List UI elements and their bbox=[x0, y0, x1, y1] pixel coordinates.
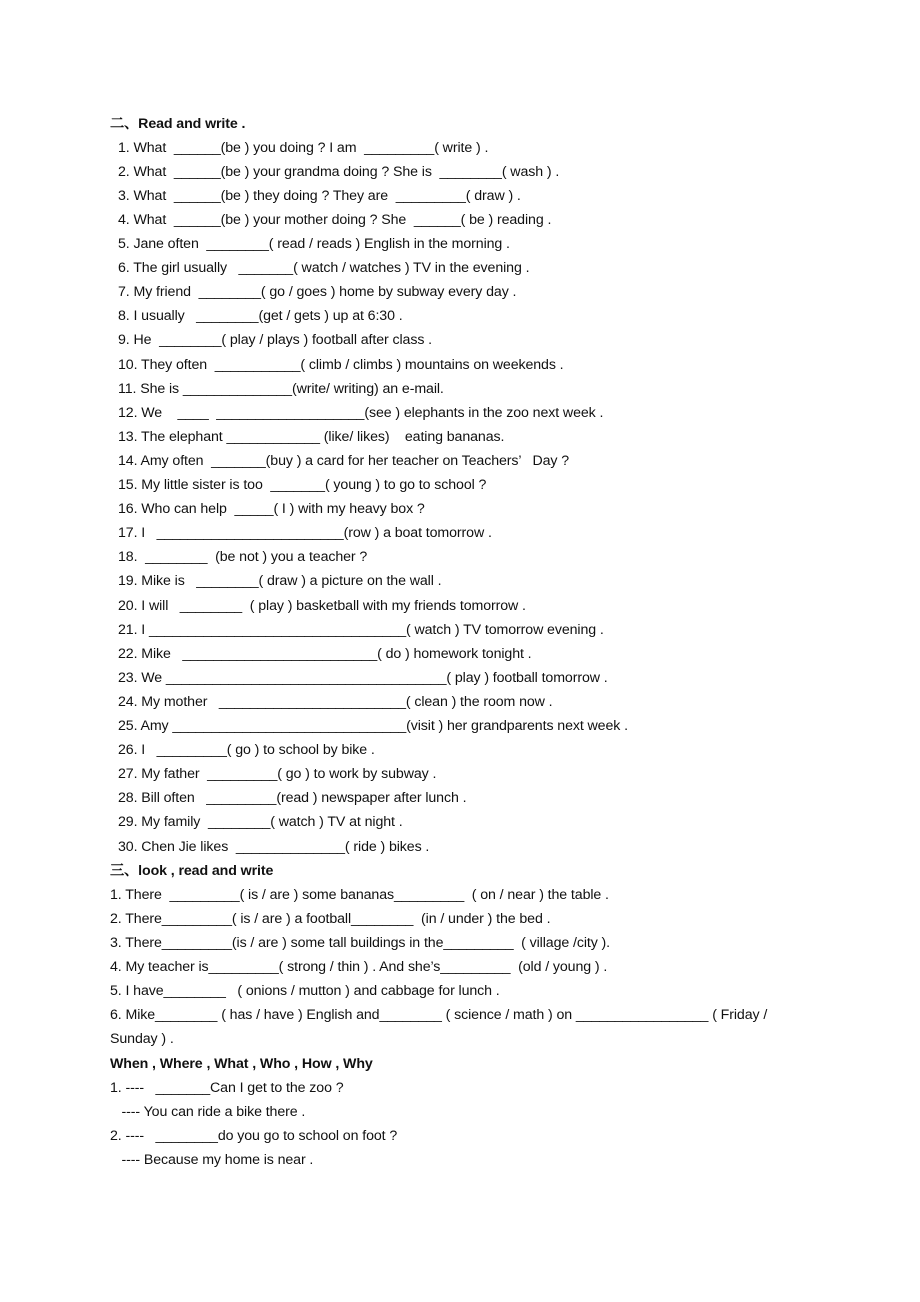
exercise-item: 8. I usually ________(get / gets ) up at 6:30 . bbox=[118, 308, 403, 324]
exercise-item: 26. I _________( go ) to school by bike . bbox=[118, 742, 375, 758]
exercise-item: 25. Amy ______________________________(visit ) her grandparents next week . bbox=[118, 718, 628, 734]
exercise-item: 6. The girl usually _______( watch / watches ) TV in the evening . bbox=[118, 260, 530, 276]
exercise-item: 18. ________ (be not ) you a teacher ? bbox=[118, 549, 368, 565]
exercise-item: 21. I _________________________________( watch ) TV tomorrow evening . bbox=[118, 622, 604, 638]
exercise-item: 29. My family ________( watch ) TV at night . bbox=[118, 814, 403, 830]
exercise-item: 17. I ________________________(row ) a boat tomorrow . bbox=[118, 525, 492, 541]
exercise-item: 2. There_________( is / are ) a football________ (in / under ) the bed . bbox=[110, 911, 551, 927]
exercise-item: 27. My father _________( go ) to work by subway . bbox=[118, 766, 437, 782]
exercise-item: 5. Jane often ________( read / reads ) English in the morning . bbox=[118, 236, 510, 252]
exercise-item: 11. She is ______________(write/ writing) an e-mail. bbox=[118, 381, 444, 397]
exercise-item: 2. What ______(be ) your grandma doing ? She is ________( wash ) . bbox=[118, 164, 560, 180]
exercise-item: 6. Mike________ ( has / have ) English and________ ( science / math ) on _________________ ( Friday / Sunday ) . bbox=[110, 1007, 768, 1047]
section-4-heading: When , Where , What , Who , How , Why bbox=[110, 1056, 373, 1072]
question-item: 1. ---- _______Can I get to the zoo ? bbox=[110, 1080, 344, 1096]
section-2-heading: 二、Read and write . bbox=[110, 116, 246, 132]
exercise-item: 3. There_________(is / are ) some tall buildings in the_________ ( village /city ). bbox=[110, 935, 611, 951]
exercise-item: 10. They often ___________( climb / climbs ) mountains on weekends . bbox=[118, 357, 564, 373]
exercise-item: 12. We ____ ___________________(see ) elephants in the zoo next week . bbox=[118, 405, 604, 421]
exercise-item: 19. Mike is ________( draw ) a picture on the wall . bbox=[118, 573, 442, 589]
question-item: 2. ---- ________do you go to school on foot ? bbox=[110, 1128, 398, 1144]
exercise-item: 24. My mother ________________________( clean ) the room now . bbox=[118, 694, 553, 710]
exercise-item: 7. My friend ________( go / goes ) home by subway every day . bbox=[118, 284, 517, 300]
exercise-item: 1. There _________( is / are ) some bananas_________ ( on / near ) the table . bbox=[110, 887, 609, 903]
exercise-item: 28. Bill often _________(read ) newspaper after lunch . bbox=[118, 790, 467, 806]
exercise-item: 16. Who can help _____( I ) with my heavy box ? bbox=[118, 501, 425, 517]
exercise-item: 23. We ____________________________________( play ) football tomorrow . bbox=[118, 670, 608, 686]
exercise-item: 3. What ______(be ) they doing ? They are _________( draw ) . bbox=[118, 188, 521, 204]
exercise-item: 13. The elephant ____________ (like/ likes) eating bananas. bbox=[118, 429, 505, 445]
exercise-item: 22. Mike _________________________( do ) homework tonight . bbox=[118, 646, 532, 662]
exercise-item: 15. My little sister is too _______( young ) to go to school ? bbox=[118, 477, 487, 493]
answer-item: ---- You can ride a bike there . bbox=[110, 1104, 306, 1120]
exercise-item: 30. Chen Jie likes ______________( ride ) bikes . bbox=[118, 839, 430, 855]
section-3-heading: 三、look , read and write bbox=[110, 863, 274, 879]
exercise-item: 4. My teacher is_________( strong / thin ) . And she’s_________ (old / young ) . bbox=[110, 959, 608, 975]
exercise-item: 4. What ______(be ) your mother doing ? She ______( be ) reading . bbox=[118, 212, 552, 228]
answer-item: ---- Because my home is near . bbox=[110, 1152, 314, 1168]
exercise-item: 14. Amy often _______(buy ) a card for her teacher on Teachers’ Day ? bbox=[118, 453, 570, 469]
exercise-item: 1. What ______(be ) you doing ? I am _________( write ) . bbox=[118, 140, 489, 156]
exercise-item: 9. He ________( play / plays ) football after class . bbox=[118, 332, 432, 348]
exercise-item: 20. I will ________ ( play ) basketball with my friends tomorrow . bbox=[118, 598, 526, 614]
exercise-item: 5. I have________ ( onions / mutton ) and cabbage for lunch . bbox=[110, 983, 500, 999]
